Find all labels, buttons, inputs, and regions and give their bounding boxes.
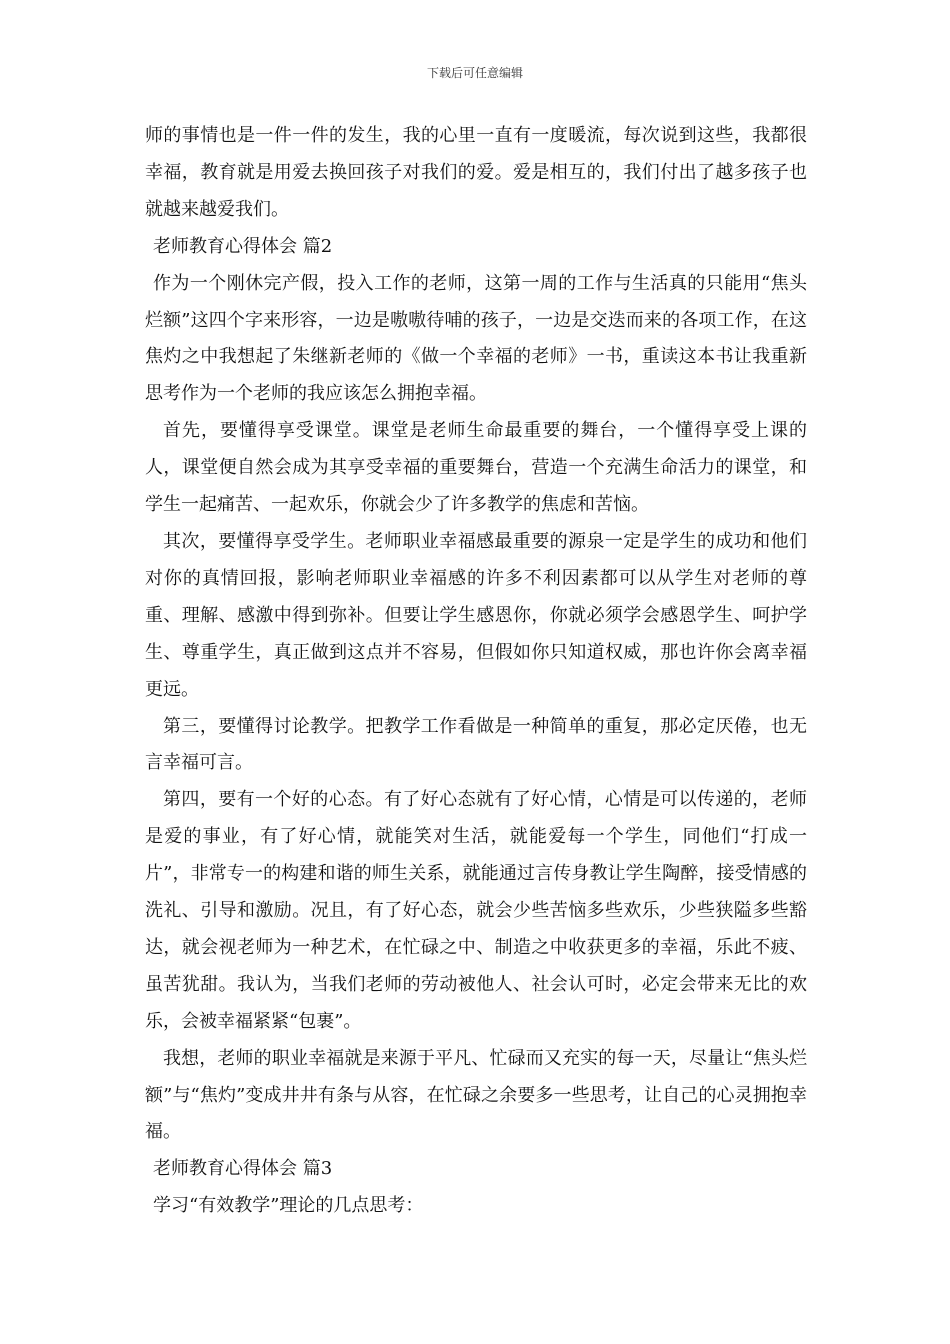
paragraph-conclusion: 我想，老师的职业幸福就是来源于平凡、忙碌而又充实的每一天，尽量让“焦头烂额”与“焦灼”变成井井有条与从容，在忙碌之余要多一些思考，让自己的心灵拥抱幸福。 bbox=[145, 1047, 807, 1143]
section-heading-3: 老师教育心得体会 篇3 bbox=[153, 1158, 333, 1180]
paragraph-lead: 学习“有效教学”理论的几点思考： bbox=[153, 1195, 424, 1217]
paragraph-third: 第三，要懂得讨论教学。把教学工作看做是一种简单的重复，那必定厌倦，也无言幸福可言。 bbox=[145, 715, 807, 774]
paragraph-fourth: 第四，要有一个好的心态。有了好心态就有了好心情，心情是可以传递的，老师是爱的事业，有了好心情，就能笑对生活，就能爱每一个学生，同他们“打成一片”，非常专一的构建和谐的师生关系，就能通过言传身教让学生陶醉，接受情感的洗礼、引导和激励。况且，有了好心态，就会少些苦恼多些欢乐，少些狭隘多些豁达，就会视老师为一种艺术，在忙碌之中、制造之中收获更多的幸福，乐此不疲、虽苦犹甜。我认为，当我们老师的劳动被他人、社会认可时，必定会带来无比的欢乐，会被幸福紧紧“包裹”。 bbox=[145, 789, 807, 1032]
paragraph-continuation: 师的事情也是一件一件的发生，我的心里一直有一度暖流，每次说到这些，我都很幸福，教育就是用爱去换回孩子对我们的爱。爱是相互的，我们付出了越多孩子也就越来越爱我们。 bbox=[145, 125, 807, 220]
section-heading-2: 老师教育心得体会 篇2 bbox=[153, 235, 333, 257]
document-body bbox=[145, 118, 807, 1225]
paragraph-second: 其次，要懂得享受学生。老师职业幸福感最重要的源泉一定是学生的成功和他们对你的真情回报，影响老师职业幸福感的许多不利因素都可以从学生对老师的尊重、理解、感激中得到弥补。但要让学生感恩你，你就必须学会感恩学生、呵护学生、尊重学生，真正做到这点并不容易，但假如你只知道权威，那也许你会离幸福更远。 bbox=[145, 530, 807, 700]
page-header-watermark: 下载后可任意编辑 bbox=[426, 66, 523, 80]
paragraph-first: 首先，要懂得享受课堂。课堂是老师生命最重要的舞台，一个懂得享受上课的人，课堂便自然会成为其享受幸福的重要舞台，营造一个充满生命活力的课堂，和学生一起痛苦、一起欢乐，你就会少了许多教学的焦虑和苦恼。 bbox=[145, 420, 807, 516]
paragraph-intro: 作为一个刚休完产假，投入工作的老师，这第一周的工作与生活真的只能用“焦头烂额”这四个字来形容，一边是嗷嗷待哺的孩子，一边是交迭而来的各项工作，在这焦灼之中我想起了朱继新老师的《做一个幸福的老师》一书，重读这本书让我重新思考作为一个老师的我应该怎么拥抱幸福。 bbox=[145, 272, 807, 405]
